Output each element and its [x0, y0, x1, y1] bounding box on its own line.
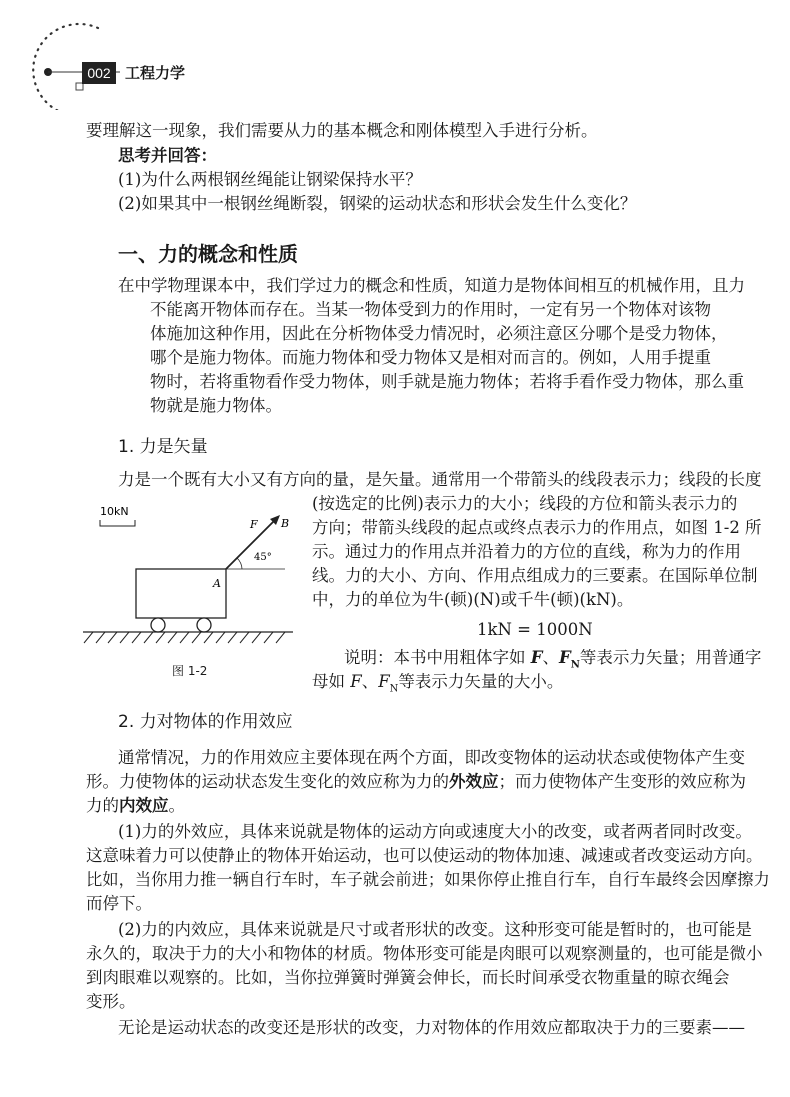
bold-symbol: F — [558, 648, 571, 667]
sub1-line: 线。力的大小、方向、作用点组成力的三要素。在国际单位制 — [312, 566, 758, 585]
note-text: 母如 — [312, 672, 351, 691]
think-question-2: (2)如果其中一根钢丝绳断裂，钢梁的运动状态和形状会发生什么变化？ — [118, 194, 637, 213]
angle-arc — [237, 558, 242, 569]
sub1-line: (按选定的比例)表示力的大小；线段的方位和箭头表示力的 — [312, 494, 738, 513]
sub2-line: 无论是运动状态的改变还是形状的改变，力对物体的作用效应都取决于力的三要素—— — [118, 1018, 745, 1037]
note-text: 说明：本书中用粗体字如 — [344, 648, 531, 667]
book-title: 工程力学 — [125, 64, 186, 82]
italic-symbol: F — [350, 672, 362, 691]
sub2-line: 通常情况，力的作用效应主要体现在两个方面，即改变物体的运动状态或使物体产生变 — [118, 748, 745, 767]
figure-1-2 — [78, 500, 313, 685]
bold-symbol: F — [530, 648, 543, 667]
section-heading: 一、力的概念和性质 — [118, 242, 298, 266]
wheel-left — [151, 618, 165, 632]
sub2-line: 到肉眼难以观察的。比如，当你拉弹簧时弹簧会伸长，而长时间承受衣物重量的晾衣绳会 — [86, 968, 730, 987]
sub2-line: 变形。 — [86, 992, 136, 1011]
unit-equation: 1kN = 1000N — [477, 620, 593, 639]
sub2-line: 而停下。 — [86, 894, 152, 913]
section1-line: 在中学物理课本中，我们学过力的概念和性质，知道力是物体间相互的机械作用，且力 — [118, 276, 745, 295]
intro-line: 要理解这一现象，我们需要从力的基本概念和刚体模型入手进行分析。 — [86, 121, 598, 140]
think-question-1: (1)为什么两根钢丝绳能让钢梁保持水平？ — [118, 170, 422, 189]
section1-line: 哪个是施力物体。而施力物体和受力物体又是相对而言的。例如，人用手提重 — [150, 348, 711, 367]
sub2-line — [86, 796, 185, 816]
sub2-line: (1)力的外效应，具体来说就是物体的运动方向或速度大小的改变，或者两者同时改变。 — [118, 822, 752, 841]
sub1-line: 中，力的单位为牛(顿)(N)或千牛(顿)(kN)。 — [312, 590, 634, 609]
figure-caption: 图 1-2 — [172, 664, 208, 678]
page-header — [0, 0, 790, 110]
sub2-line — [86, 772, 746, 792]
force-label: F — [250, 518, 258, 531]
term-internal-effect: 内效应 — [119, 796, 169, 815]
term-external-effect: 外效应 — [449, 772, 499, 791]
point-b-label: B — [281, 517, 290, 530]
think-label: 思考并回答： — [118, 146, 217, 165]
sub2-text: 形。力使物体的运动状态发生变化的效应称为力的 — [86, 772, 449, 791]
section1-line: 不能离开物体而存在。当某一物体受到力的作用时，一定有另一个物体对该物 — [150, 300, 711, 319]
wheel-right — [197, 618, 211, 632]
point-a-label: A — [213, 577, 221, 590]
angle-label: 45° — [254, 552, 272, 563]
sub2-text: 力的 — [86, 796, 119, 815]
sub1-line: 方向；带箭头线段的起点或终点表示力的作用点，如图 1-2 所 — [312, 518, 762, 537]
section1-line: 物就是施力物体。 — [150, 396, 282, 415]
sub1-line: 力是一个既有大小又有方向的量，是矢量。通常用一个带箭头的线段表示力；线段的长度 — [118, 470, 762, 489]
bold-subscript: N — [570, 659, 580, 671]
note-text: 、 — [361, 672, 379, 691]
note-text: 等表示力矢量；用普通字 — [579, 648, 762, 667]
sub1-line: 示。通过力的作用点并沿着力的方位的直线，称为力的作用 — [312, 542, 741, 561]
note-text: 等表示力矢量的大小。 — [398, 672, 564, 691]
ground-hatching — [84, 632, 285, 643]
subsection-heading: 2. 力对物体的作用效应 — [118, 712, 293, 732]
sub2-line: (2)力的内效应，具体来说就是尺寸或者形状的改变。这种形变可能是暂时的，也可能是 — [118, 920, 752, 939]
section1-line: 物时，若将重物看作受力物体，则手就是施力物体；若将手看作受力物体，那么重 — [150, 372, 744, 391]
scale-bar — [100, 520, 135, 526]
sub2-line: 这意味着力可以使静止的物体开始运动，也可以使运动的物体加速、减速或者改变运动方向。 — [86, 846, 763, 865]
page-number: 002 — [82, 62, 116, 84]
italic-symbol: F — [378, 672, 390, 691]
sub2-line: 比如，当你用力推一辆自行车时，车子就会前进；如果你停止推自行车，自行车最终会因摩擦力 — [86, 870, 770, 889]
scale-label: 10kN — [100, 505, 129, 518]
sub2-text: 。 — [168, 796, 185, 815]
note-text: 、 — [542, 648, 559, 667]
italic-subscript: N — [389, 683, 399, 695]
notation-note — [312, 672, 563, 699]
header-ornament — [0, 0, 130, 110]
subsection-heading: 1. 力是矢量 — [118, 437, 208, 457]
sub2-line: 永久的，取决于力的大小和物体的材质。物体形变可能是肉眼可以观察测量的，也可能是微小 — [86, 944, 763, 963]
section1-line: 体施加这种作用，因此在分析物体受力情况时，必须注意区分哪个是受力物体， — [150, 324, 728, 343]
sub2-text: ；而力使物体产生变形的效应称为 — [498, 772, 746, 791]
